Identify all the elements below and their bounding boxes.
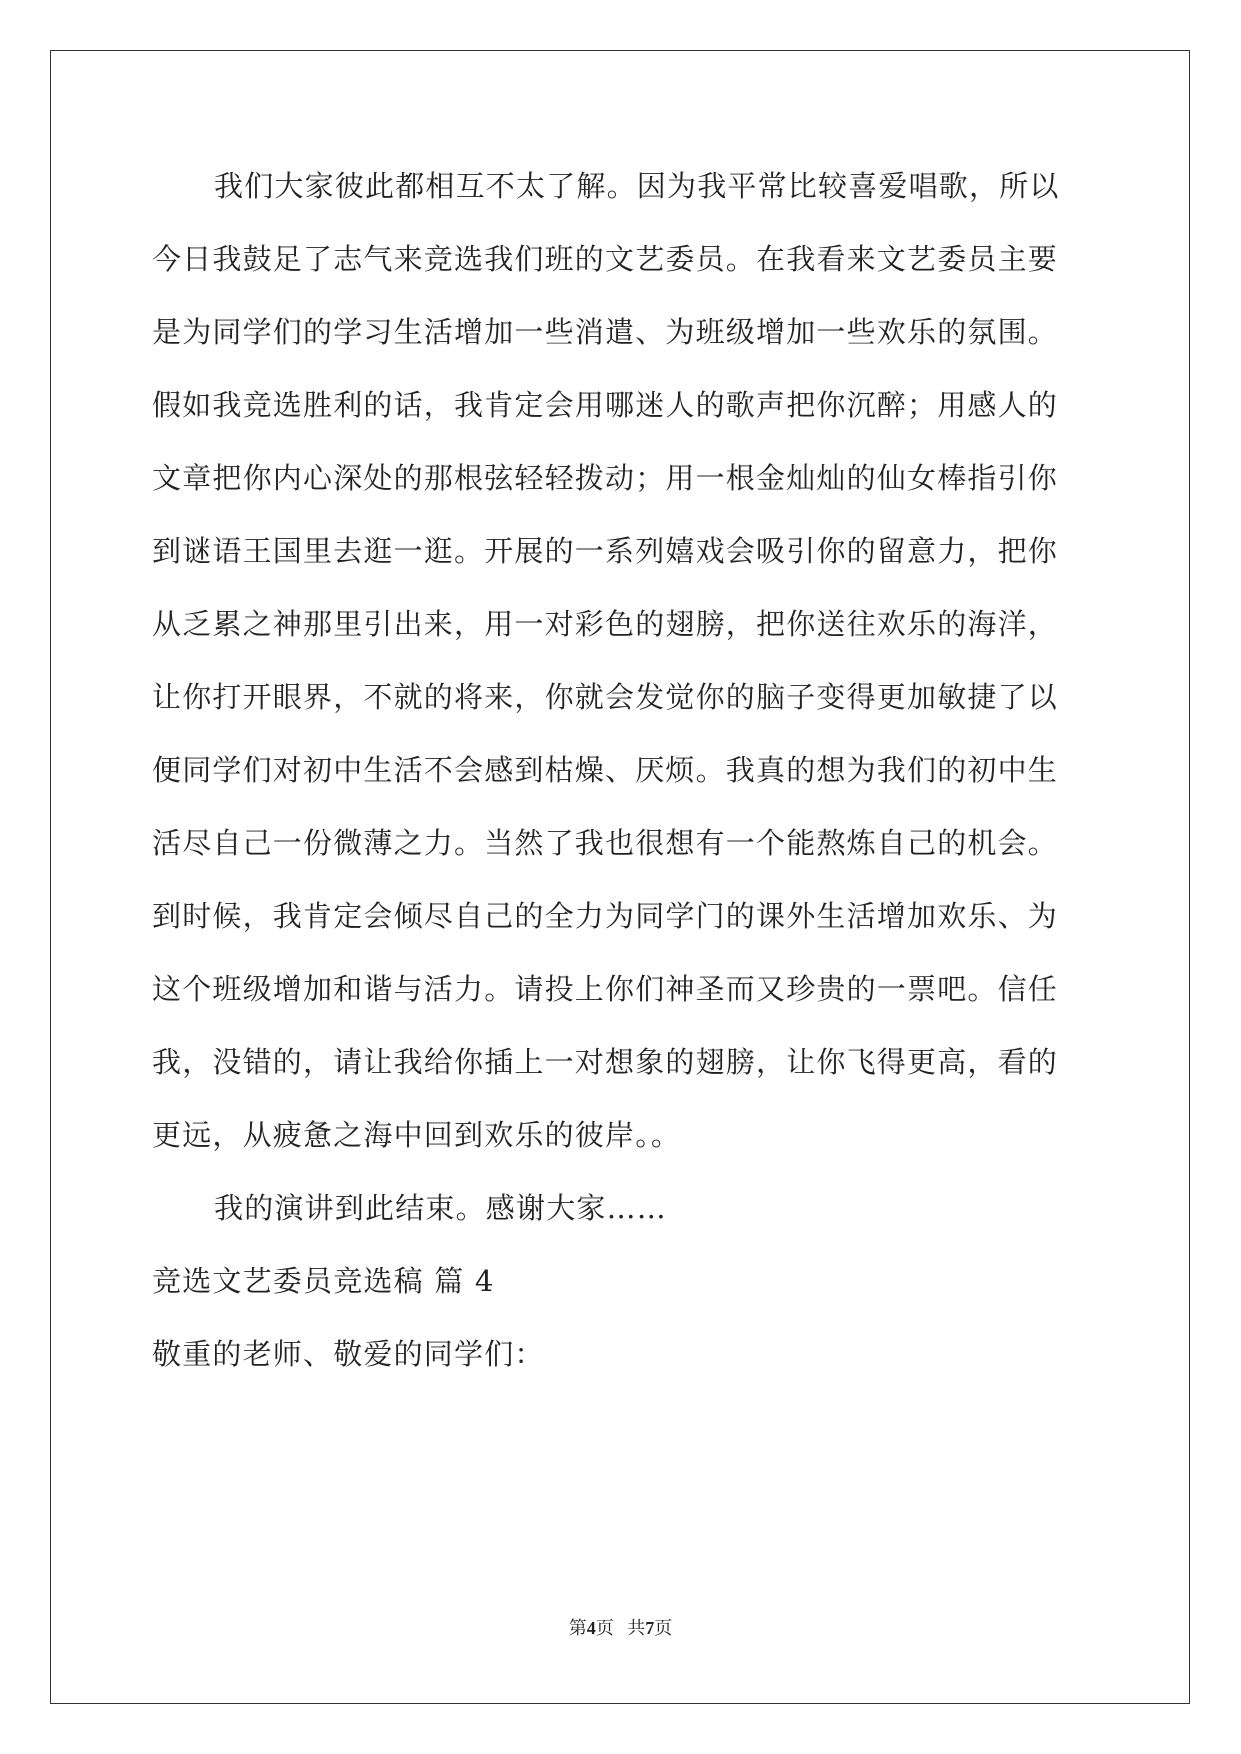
salutation: 敬重的老师、敬爱的同学们： bbox=[152, 1337, 545, 1371]
paragraph-line: 到时候，我肯定会倾尽自己的全力为同学门的课外生活增加欢乐、为 bbox=[152, 899, 1059, 933]
current-page-number: 4 bbox=[586, 1618, 596, 1638]
footer-total-prefix: 共 bbox=[627, 1618, 646, 1638]
paragraph-line: 从乏累之神那里引出来，用一对彩色的翅膀，把你送往欢乐的海洋， bbox=[152, 607, 1059, 641]
page-footer bbox=[0, 1616, 1241, 1640]
paragraph-line: 文章把你内心深处的那根弦轻轻拨动；用一根金灿灿的仙女棒指引你 bbox=[152, 461, 1059, 495]
footer-prefix: 第 bbox=[568, 1618, 587, 1638]
paragraph-line: 今日我鼓足了志气来竞选我们班的文艺委员。在我看来文艺委员主要 bbox=[152, 242, 1059, 276]
paragraph-line: 这个班级增加和谐与活力。请投上你们神圣而又珍贵的一票吧。信任 bbox=[152, 972, 1059, 1006]
paragraph-line: 到谜语王国里去逛一逛。开展的一系列嬉戏会吸引你的留意力，把你 bbox=[152, 534, 1059, 568]
paragraph-line: 我，没错的，请让我给你插上一对想象的翅膀，让你飞得更高，看的 bbox=[152, 1045, 1059, 1079]
paragraph-line: 让你打开眼界，不就的将来，你就会发觉你的脑子变得更加敏捷了以 bbox=[152, 680, 1059, 714]
footer-page-suffix: 页 bbox=[595, 1618, 614, 1638]
closing-line: 我的演讲到此结束。感谢大家…… bbox=[214, 1191, 668, 1225]
section-heading: 竞选文艺委员竞选稿 篇 4 bbox=[152, 1264, 495, 1298]
paragraph-line: 我们大家彼此都相互不太了解。因为我平常比较喜爱唱歌，所以 bbox=[214, 169, 1060, 203]
total-page-number: 7 bbox=[645, 1618, 655, 1638]
paragraph-line: 活尽自己一份微薄之力。当然了我也很想有一个能熬炼自己的机会。 bbox=[152, 826, 1059, 860]
page-border bbox=[50, 50, 1190, 1704]
paragraph-line: 便同学们对初中生活不会感到枯燥、厌烦。我真的想为我们的初中生 bbox=[152, 753, 1059, 787]
paragraph-line: 更远，从疲惫之海中回到欢乐的彼岸。。 bbox=[152, 1118, 682, 1152]
paragraph-line: 是为同学们的学习生活增加一些消遣、为班级增加一些欢乐的氛围。 bbox=[152, 315, 1059, 349]
footer-total-suffix: 页 bbox=[654, 1618, 673, 1638]
paragraph-line: 假如我竞选胜利的话，我肯定会用哪迷人的歌声把你沉醉；用感人的 bbox=[152, 388, 1059, 422]
